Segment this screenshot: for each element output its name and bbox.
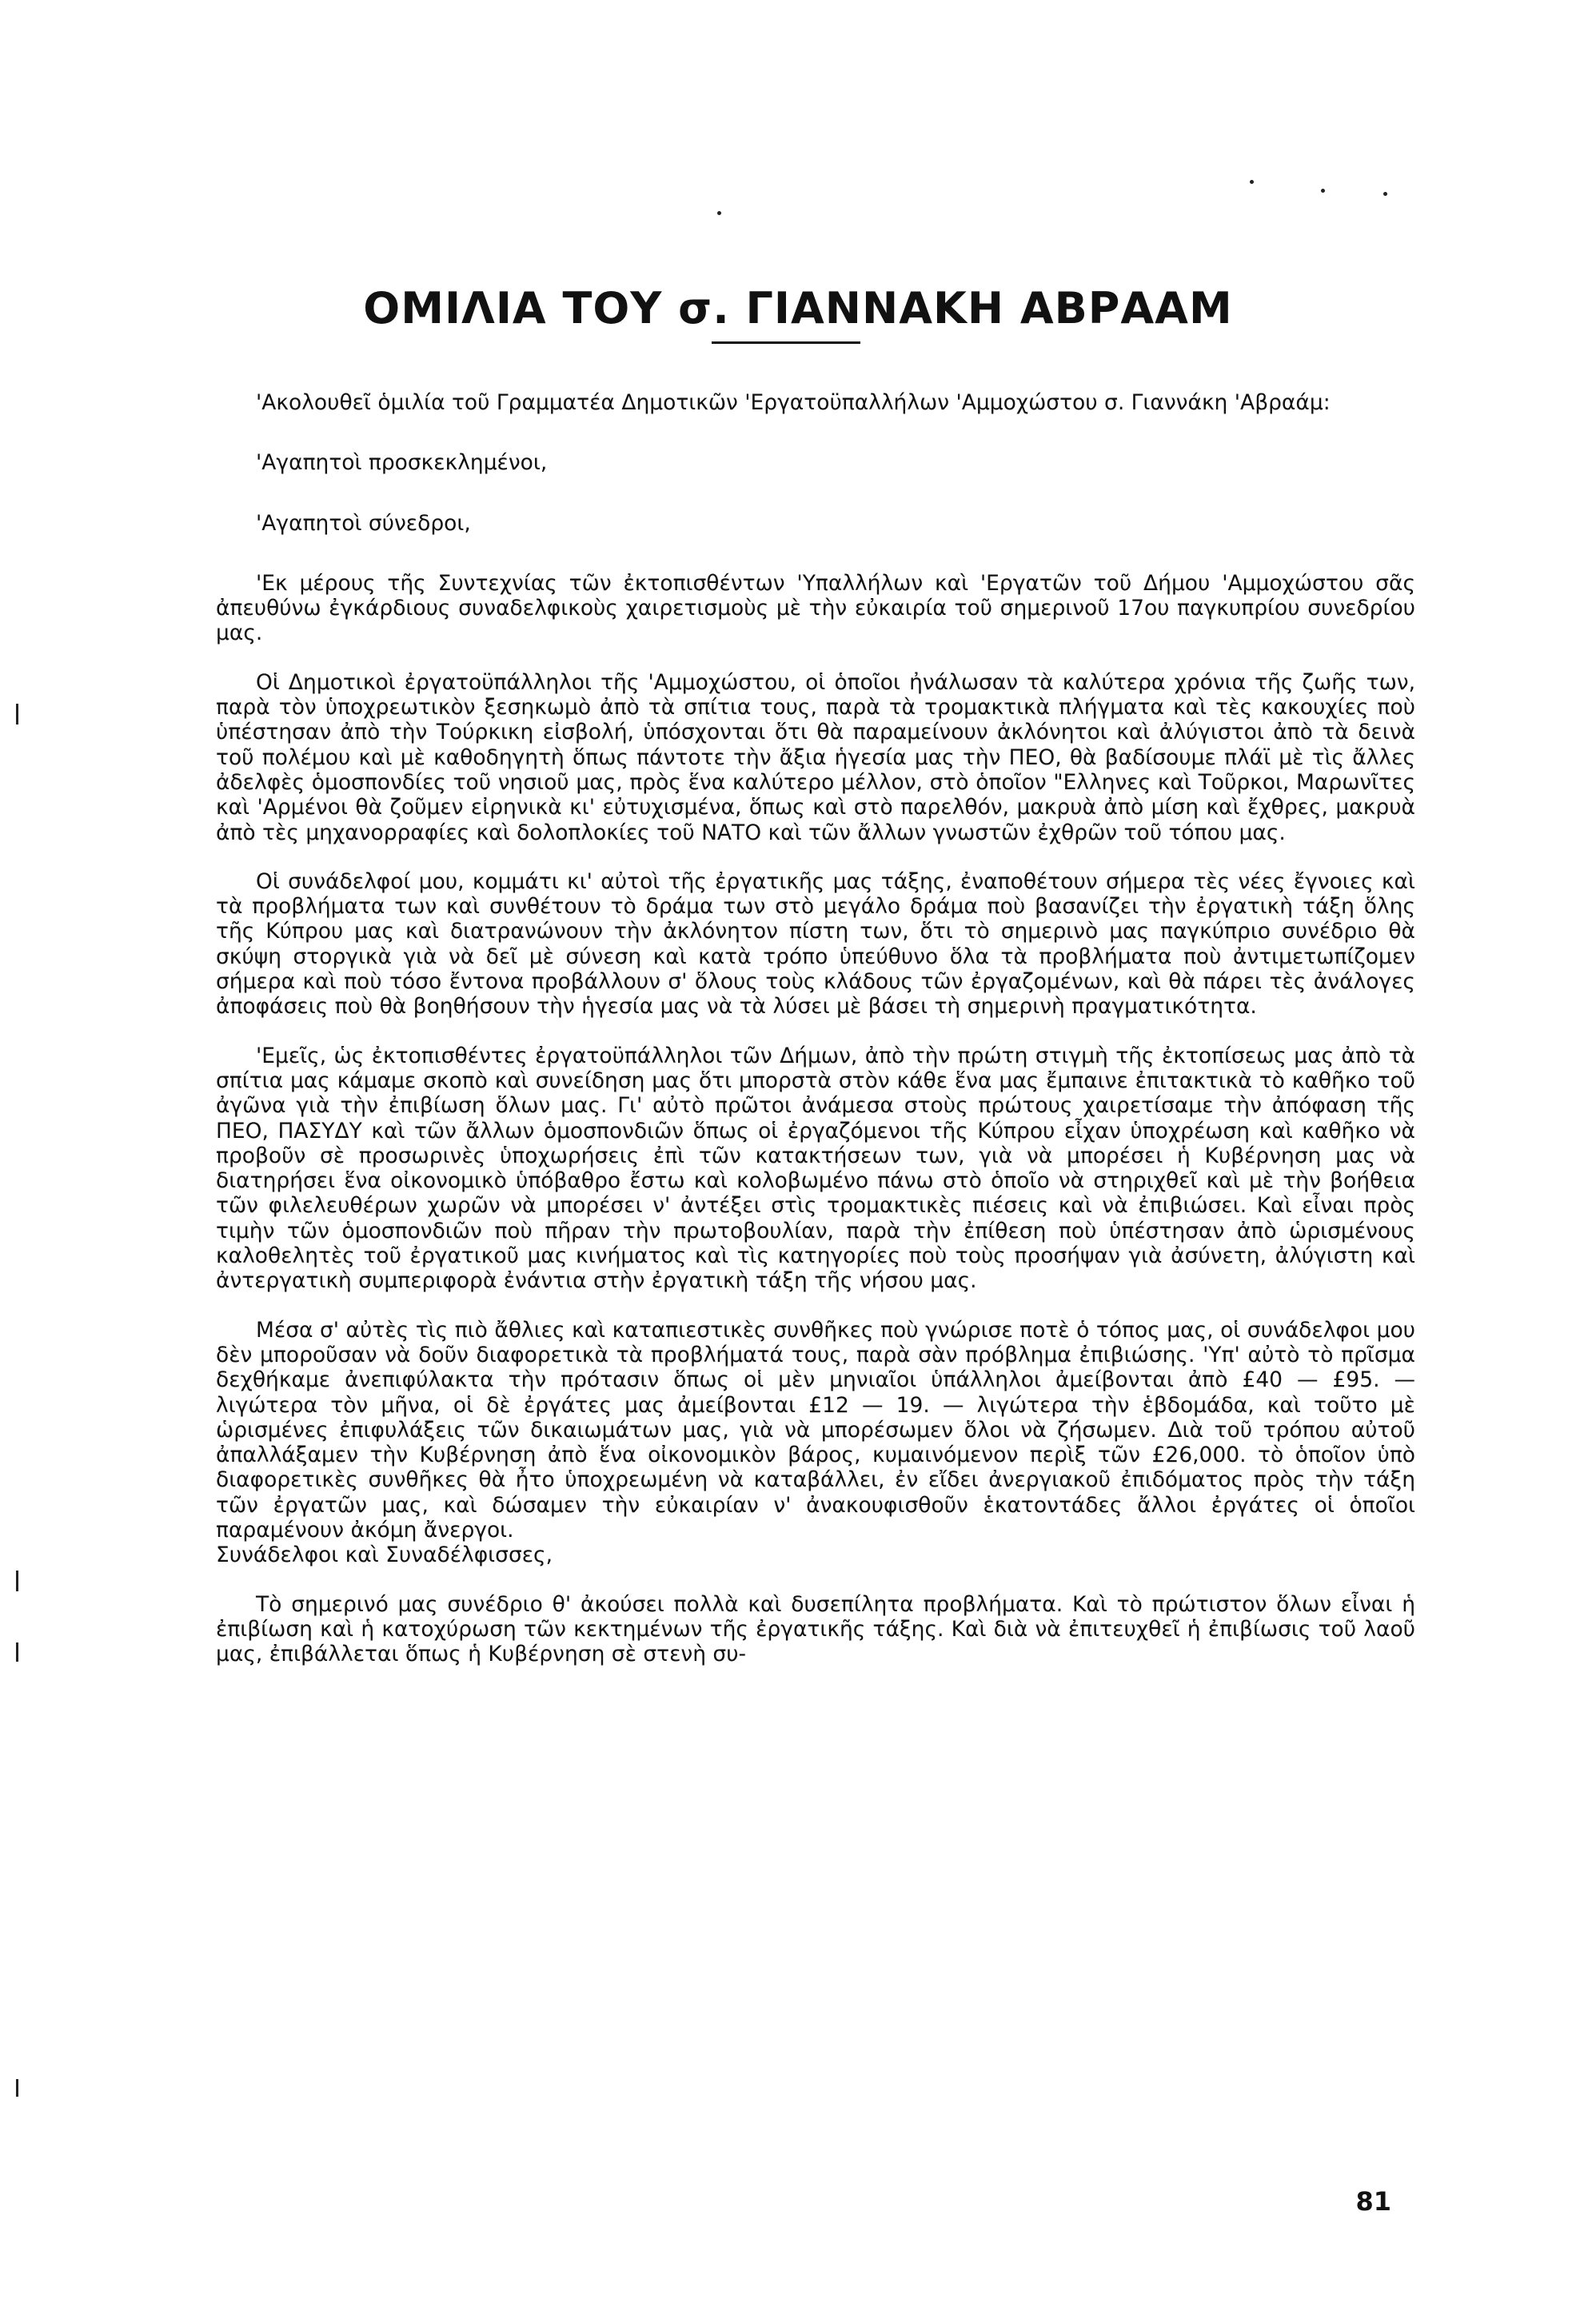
intro-paragraph: 'Ακολουθεῖ ὁμιλία τοῦ Γραμματέα Δημοτικῶν 'Εργατοϋπαλλήλων 'Αμμοχώστου σ. Γιαννάκη 'Αβραάμ: (256, 390, 1331, 415)
scan-speck (1250, 180, 1254, 184)
title-rule (712, 341, 860, 344)
address-line: Συνάδελφοι καὶ Συναδέλφισσες, (216, 1543, 553, 1568)
body-paragraph: Μέσα σ' αὐτὲς τὶς πιὸ ἄθλιες καὶ καταπιεστικὲς συνθῆκες ποὺ γνώρισε ποτὲ ὁ τόπος μας, οἱ συνάδελφοι μου δὲν μποροῦσαν νὰ δοῦν διαφορετικὰ τὰ προβλήματά τους, παρὰ σὰν πρόβλημα ἐπιβιώσης. 'Υπ' αὐτὸ τὸ πρῖσμα δεχθήκαμε ἀνεπιφύλακτα τὴν πρότασιν ὅπως οἱ μὲν μηνιαῖοι ὑπάλληλοι ἀμείβονται ἀπὸ £40 — £95. — λιγώτερα τὸν μῆνα, οἱ δὲ ἐργάτες μας ἀμείβονται £12 — 19. — λιγώτερα τὴν ἑβδομάδα, καὶ τοῦτο μὲ ὡρισμένες ἐπιφυλάξεις τῶν δικαιωμάτων μας, γιὰ νὰ μπορέσωμεν ὅλοι νὰ ζήσωμεν. Διὰ τοῦ τρόπου αὐτοῦ ἀπαλλάξαμεν τὴν Κυβέρνηση ἀπὸ ἕνα οἰκονομικὸν βάρος, κυμαινόμενον περὶξ τῶν £26,000. τὸ ὁποῖον ὑπὸ διαφορετικὲς συνθῆκες θὰ ἦτο ὑποχρεωμένη νὰ καταβάλλει, ἐν εἴδει ἀνεργιακοῦ ἐπιδόματος πρὸς τὴν τάξη τῶν ἐργατῶν μας, καὶ δώσαμεν τὴν εὐκαιρίαν ν' ἀνακουφισθοῦν ἑκατοντάδες ἄλλοι ἐργάτες οἱ ὁποῖοι παραμένουν ἀκόμη ἄνεργοι. (216, 1317, 1415, 1543)
margin-mark (16, 1571, 18, 1591)
scan-speck (717, 211, 721, 215)
scan-speck (1383, 192, 1387, 196)
page-title: ΟΜΙΛΙΑ ΤΟΥ σ. ΓΙΑΝΝΑΚΗ ΑΒΡΑΑΜ (363, 283, 1233, 334)
body-paragraph: Οἱ συνάδελφοί μου, κομμάτι κι' αὐτοὶ τῆς ἐργατικῆς μας τάξης, ἐναποθέτουν σήμερα τὲς νέες ἔγνοιες καὶ τὰ προβλήματα των καὶ συνθέτουν τὸ δράμα των στὸ μεγάλο δράμα ποὺ βασανίζει τὴν ἐργατικὴ τάξη ὅλης τῆς Κύπρου μας καὶ διατρανώνουν τὴν ἀκλόνητον πίστη των, ὅτι τὸ σημερινὸ μας παγκύπριο συνέδριο θὰ σκύψη στοργικὰ γιὰ νὰ δεῖ μὲ σύνεση καὶ κατὰ τρόπο ὑπεύθυνο ὅλα τὰ προβλήματα ποὺ ἀντιμετωπίζομεν σήμερα καὶ ποὺ τόσο ἔντονα προβάλλουν σ' ὅλους τοὺς κλάδους τῶν ἐργαζομένων, καὶ θὰ πάρει τὲς ἀνάλογες ἀποφάσεις ποὺ θὰ βοηθήσουν τὴν ἡγεσία μας νὰ τὰ λύσει μὲ βάσει τὴ σημερινὴ πραγματικότητα. (216, 868, 1415, 1020)
body-paragraph: 'Εκ μέρους τῆς Συντεχνίας τῶν ἐκτοπισθέντων 'Υπαλλήλων καὶ 'Εργατῶν τοῦ Δήμου 'Αμμοχώστου σᾶς ἀπευθύνω ἐγκάρδιους συναδελφικοὺς χαιρετισμοὺς μὲ τὴν εὐκαιρία τοῦ σημερινοῦ 17ου παγκυπρίου συνεδρίου μας. (216, 570, 1415, 646)
body-paragraph: Οἱ Δημοτικοὶ ἐργατοϋπάλληλοι τῆς 'Αμμοχώστου, οἱ ὁποῖοι ἠνάλωσαν τὰ καλύτερα χρόνια τῆς ζωῆς των, παρὰ τὸν ὑποχρεωτικὸν ξεσηκωμὸ ἀπὸ τὰ σπίτια τους, παρὰ τὰ τρομακτικὰ πλήγματα καὶ τὲς κακουχίες ποὺ ὑπέστησαν ἀπὸ τὴν Τούρκικη εἰσβολή, ὑπόσχονται ὅτι θὰ παραμείνουν ἀκλόνητοι καὶ ἀλύγιστοι ἀπὸ τὰ δεινὰ τοῦ πολέμου καὶ μὲ καθοδηγητὴ ὅπως πάντοτε τὴν ἄξια ἡγεσία μας τὴν ΠΕΟ, θὰ βαδίσουμε πλάϊ μὲ τὶς ἄλλες ἀδελφὲς ὁμοσπονδίες τοῦ νησιοῦ μας, πρὸς ἕνα καλύτερο μέλλον, στὸ ὁποῖον "Ελληνες καὶ Τοῦρκοι, Μαρωνῖτες καὶ 'Αρμένοι θὰ ζοῦμεν εἰρηνικὰ κι' εὐτυχισμένα, ὅπως καὶ στὸ παρελθόν, μακρυὰ ἀπὸ μίση καὶ ἔχθρες, μακρυὰ ἀπὸ τὲς μηχανορραφίες καὶ δολοπλοκίες τοῦ ΝΑΤΟ καὶ τῶν ἄλλων γνωστῶν ἐχθρῶν τοῦ τόπου μας. (216, 669, 1415, 845)
body-paragraph: 'Εμεῖς, ὡς ἐκτοπισθέντες ἐργατοϋπάλληλοι τῶν Δήμων, ἀπὸ τὴν πρώτη στιγμὴ τῆς ἐκτοπίσεως μας ἀπὸ τὰ σπίτια μας κάμαμε σκοπὸ καὶ συνείδηση μας ὅτι μπορστὰ στὸν κάθε ἕνα μας ἔμπαινε ἐπιτακτικὰ τὸ καθῆκο τοῦ ἀγῶνα γιὰ τὴν ἐπιβίωση ὅλων μας. Γι' αὐτὸ πρῶτοι ἀνάμεσα στοὺς πρώτους χαιρετίσαμε τὴν ἀπόφαση τῆς ΠΕΟ, ΠΑΣΥΔΥ καὶ τῶν ἄλλων ὁμοσπονδιῶν ὅπως οἱ ἐργαζόμενοι τῆς Κύπρου εἶχαν ὑποχρέωση καὶ καθῆκο νὰ προβοῦν σὲ προσωρινὲς ὑποχωρήσεις ἐπὶ τῶν κατακτήσεων των, γιὰ νὰ μπορέσει ἡ Κυβέρνηση μας νὰ διατηρήσει ἕνα οἰκονομικὸ ὑπόβαθρο ἔστω καὶ κολοβωμένο πάνω στὸ ὁποῖο νὰ στηριχθεῖ καὶ μὲ τὴν βοήθεια τῶν φιλελευθέρων χωρῶν νὰ μπορέσει ν' ἀντέξει στὶς τρομακτικὲς πιέσεις καὶ νὰ ἐπιβιώσει. Καὶ εἶναι πρὸς τιμὴν τῶν ὁμοσπονδιῶν ποὺ πῆραν τὴν πρωτοβουλίαν, παρὰ τὴν ἐπίθεση ποὺ ὑπέστησαν ἀπὸ ὡρισμένους καλοθελητὲς τοῦ ἐργατικοῦ μας κινήματος καὶ τὶς κατηγορίες ποὺ τοὺς προσήψαν γιὰ ἀσύνετη, ἀλύγιστη καὶ ἀντεργατικὴ συμπεριφορὰ ἐνάντια στὴν ἐργατικὴ τάξη τῆς νήσου μας. (216, 1043, 1415, 1294)
salutation: 'Αγαπητοὶ προσκεκλημένοι, (256, 450, 548, 476)
margin-mark (16, 2079, 18, 2097)
salutation: 'Αγαπητοὶ σύνεδροι, (256, 510, 471, 536)
margin-mark (16, 1642, 18, 1662)
page-number: 81 (1355, 2186, 1391, 2217)
scan-speck (1321, 189, 1325, 193)
margin-mark (16, 704, 18, 724)
body-paragraph: Τὸ σημερινό μας συνέδριο θ' ἀκούσει πολλὰ καὶ δυσεπίλητα προβλήματα. Καὶ τὸ πρώτιστον ὅλων εἶναι ἡ ἐπιβίωση καὶ ἡ κατοχύρωση τῶν κεκτημένων τῆς ἐργατικῆς τάξης. Καὶ διὰ νὰ ἐπιτευχθεῖ ἡ ἐπιβίωσις τοῦ λαοῦ μας, ἐπιβάλλεται ὅπως ἡ Κυβέρνηση σὲ στενὴ συ- (216, 1591, 1415, 1667)
article-body (216, 390, 1415, 1690)
